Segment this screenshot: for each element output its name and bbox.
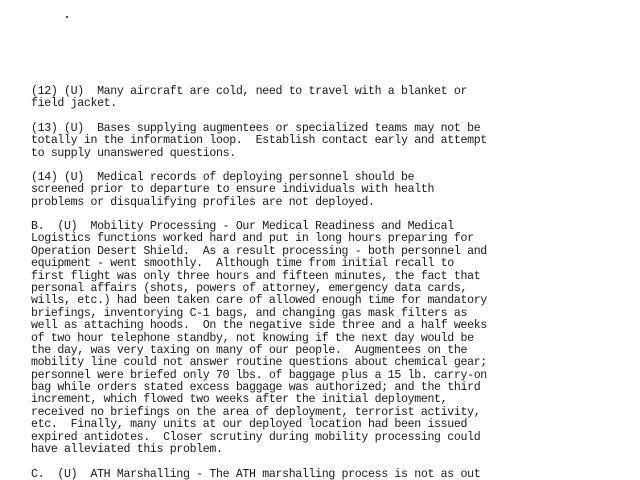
text-line: wills, etc.) had been taken care of allowed enough time for mandatory — [31, 294, 487, 308]
text-line: have alleviated this problem. — [31, 443, 223, 457]
scan-speck — [66, 16, 68, 18]
paragraph-c-ath-marshalling — [31, 469, 631, 480]
text-line: briefings, inventorying C-1 bags, and changing gas mask filters as — [31, 306, 468, 320]
text-line: etc. Finally, many units at our deployed location had been issued — [31, 418, 468, 432]
text-line: B. (U) Mobility Processing - Our Medical Readiness and Medical — [31, 220, 454, 233]
text-line: (14) (U) Medical records of deploying personnel should be — [31, 171, 415, 184]
text-line: Logistics functions worked hard and put in long hours preparing for — [31, 232, 474, 246]
text-line: bag while orders stated excess baggage was authorized; and the third — [31, 381, 481, 395]
paragraph-12 — [31, 86, 631, 111]
text-line: well as attaching hoods. On the negative side three and a half weeks — [31, 319, 487, 333]
text-line: received no briefings on the area of deployment, terrorist activity, — [31, 405, 481, 419]
text-line: personal affairs (shots, powers of attorney, emergency data cards, — [31, 281, 468, 295]
text-line: first flight was only three hours and fifteen minutes, the fact that — [31, 269, 481, 283]
text-line: mobility line could not answer routine questions about chemical gear; — [31, 356, 487, 370]
text-line: to supply unanswered questions. — [31, 146, 236, 160]
text-line: equipment - went smoothly. Although time from initial recall to — [31, 257, 454, 271]
text-line: expired antidotes. Closer scrutiny during mobility processing could — [31, 430, 481, 444]
text-line: totally in the information loop. Establish contact early and attempt — [31, 134, 487, 148]
text-line: field jacket. — [31, 97, 117, 111]
text-line: screened prior to departure to ensure individuals with health — [31, 183, 435, 197]
text-line: of two hour telephone standby, not knowing if the next day would be — [31, 331, 474, 345]
text-line: C. (U) ATH Marshalling - The ATH marshalling process is not as out — [31, 468, 481, 480]
text-line: (13) (U) Bases supplying augmentees or specialized teams may not be — [31, 122, 481, 135]
text-line: personnel were briefed only 70 lbs. of baggage plus a 15 lb. carry-on — [31, 368, 487, 382]
text-line: Operation Desert Shield. As a result processing - both personnel and — [31, 244, 487, 258]
text-line: increment, which flowed two weeks after the initial deployment, — [31, 393, 448, 407]
paragraph-14 — [31, 172, 631, 209]
paragraph-13 — [31, 123, 631, 160]
paragraph-b-mobility-processing — [31, 221, 631, 456]
text-line: the day, was very taxing on many of our people. Augmentees on the — [31, 343, 468, 357]
text-line: (12) (U) Many aircraft are cold, need to travel with a blanket or — [31, 85, 468, 98]
text-line: problems or disqualifying profiles are not deployed. — [31, 195, 375, 209]
